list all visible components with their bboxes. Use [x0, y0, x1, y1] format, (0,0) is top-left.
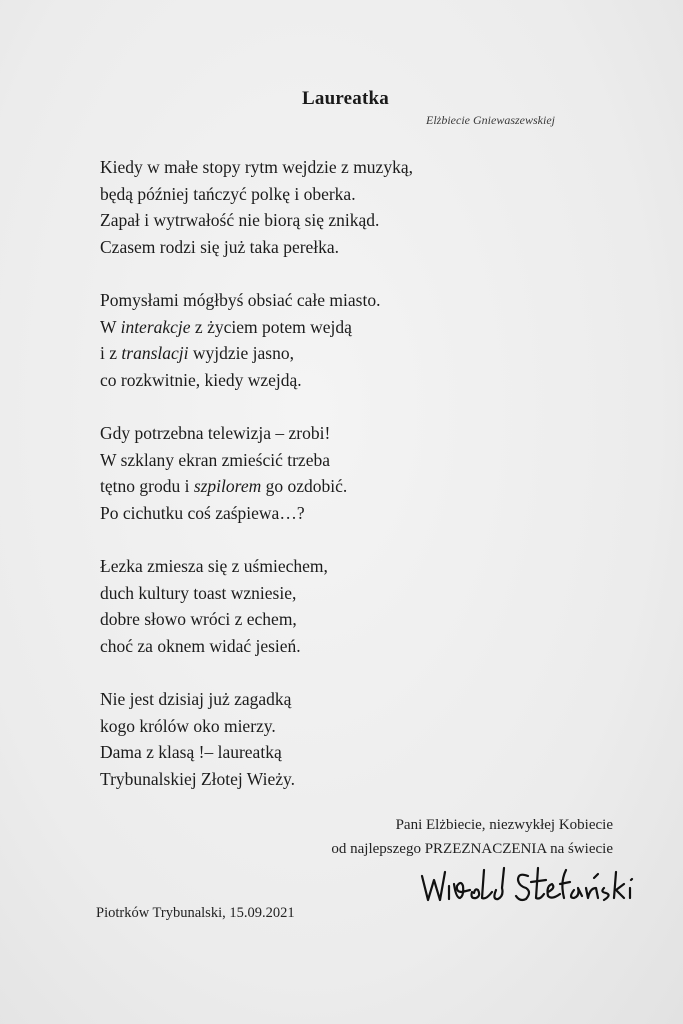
- line-text: Zapał i wytrwałość nie biorą się znikąd.: [100, 210, 380, 230]
- poem-line: [100, 713, 580, 740]
- poem-line: [100, 739, 580, 766]
- poem-stanza: [100, 154, 580, 260]
- poem-body: [100, 154, 580, 819]
- poem-line: [100, 580, 580, 607]
- line-text: z życiem potem wejdą: [190, 316, 352, 337]
- poem-line: [100, 473, 580, 500]
- poem-line: [100, 181, 580, 208]
- tribute-note: [331, 813, 613, 861]
- poem-title: Laureatka: [302, 88, 389, 109]
- poem-line: [100, 154, 580, 181]
- line-text: Czasem rodzi się już taka perełka.: [100, 236, 340, 257]
- line-text: Pomysłami mógłbyś obsiać całe miasto.: [100, 290, 381, 310]
- line-text: Kiedy w małe stopy rytm wejdzie z muzyką,: [100, 157, 413, 177]
- poem-line: [100, 234, 580, 261]
- line-text: kogo królów oko mierzy.: [100, 715, 276, 736]
- tribute-line-1: Pani Elżbiecie, niezwykłej Kobiecie: [395, 817, 613, 833]
- poem-line: [100, 287, 580, 314]
- line-text: Trybunalskiej Złotej Wieży.: [100, 768, 296, 789]
- tribute-line-2: od najlepszego PRZEZNACZENIA na świecie: [331, 841, 613, 857]
- line-text: W szklany ekran zmieścić trzeba: [100, 449, 330, 470]
- poem-line: [100, 367, 580, 394]
- poem-line: [100, 686, 580, 713]
- poem-line: [100, 766, 580, 793]
- poem-line: [100, 314, 580, 341]
- place-and-date: Piotrków Trybunalski, 15.09.2021: [96, 905, 295, 921]
- line-text: co rozkwitnie, kiedy wzejdą.: [100, 369, 302, 390]
- poem-stanza: [100, 287, 580, 393]
- poem-stanza: [100, 553, 580, 659]
- handwritten-signature: [418, 862, 648, 912]
- poem-line: [100, 420, 580, 447]
- line-text: Łezka zmiesza się z uśmiechem,: [100, 556, 328, 576]
- poem-line: [100, 340, 580, 367]
- italic-word: translacji: [121, 343, 189, 363]
- poem-line: [100, 207, 580, 234]
- poem-stanza: [100, 420, 580, 526]
- line-text: wyjdzie jasno,: [188, 343, 294, 363]
- poem-line: [100, 500, 580, 527]
- poem-stanza: [100, 686, 580, 792]
- poem-line: [100, 447, 580, 474]
- poem-line: [100, 633, 580, 660]
- line-text: Nie jest dzisiaj już zagadką: [100, 689, 292, 709]
- poem-line: [100, 553, 580, 580]
- poem-line: [100, 606, 580, 633]
- line-text: dobre słowo wróci z echem,: [100, 609, 297, 629]
- line-text: go ozdobić.: [261, 476, 348, 496]
- line-text: tętno grodu i: [100, 476, 194, 496]
- line-text: będą później tańczyć polkę i oberka.: [100, 183, 356, 204]
- poem-dedication: Elżbiecie Gniewaszewskiej: [426, 113, 555, 127]
- italic-word: interakcje: [120, 316, 191, 337]
- line-text: Gdy potrzebna telewizja – zrobi!: [100, 423, 331, 443]
- line-text: Po cichutku coś zaśpiewa…?: [100, 502, 305, 523]
- line-text: i z: [100, 343, 122, 363]
- line-text: duch kultury toast wzniesie,: [100, 582, 297, 603]
- line-text: choć za oknem widać jesień.: [100, 635, 301, 656]
- italic-word: szpilorem: [193, 476, 262, 496]
- line-text: W: [100, 316, 121, 337]
- line-text: Dama z klasą !– laureatką: [100, 742, 282, 762]
